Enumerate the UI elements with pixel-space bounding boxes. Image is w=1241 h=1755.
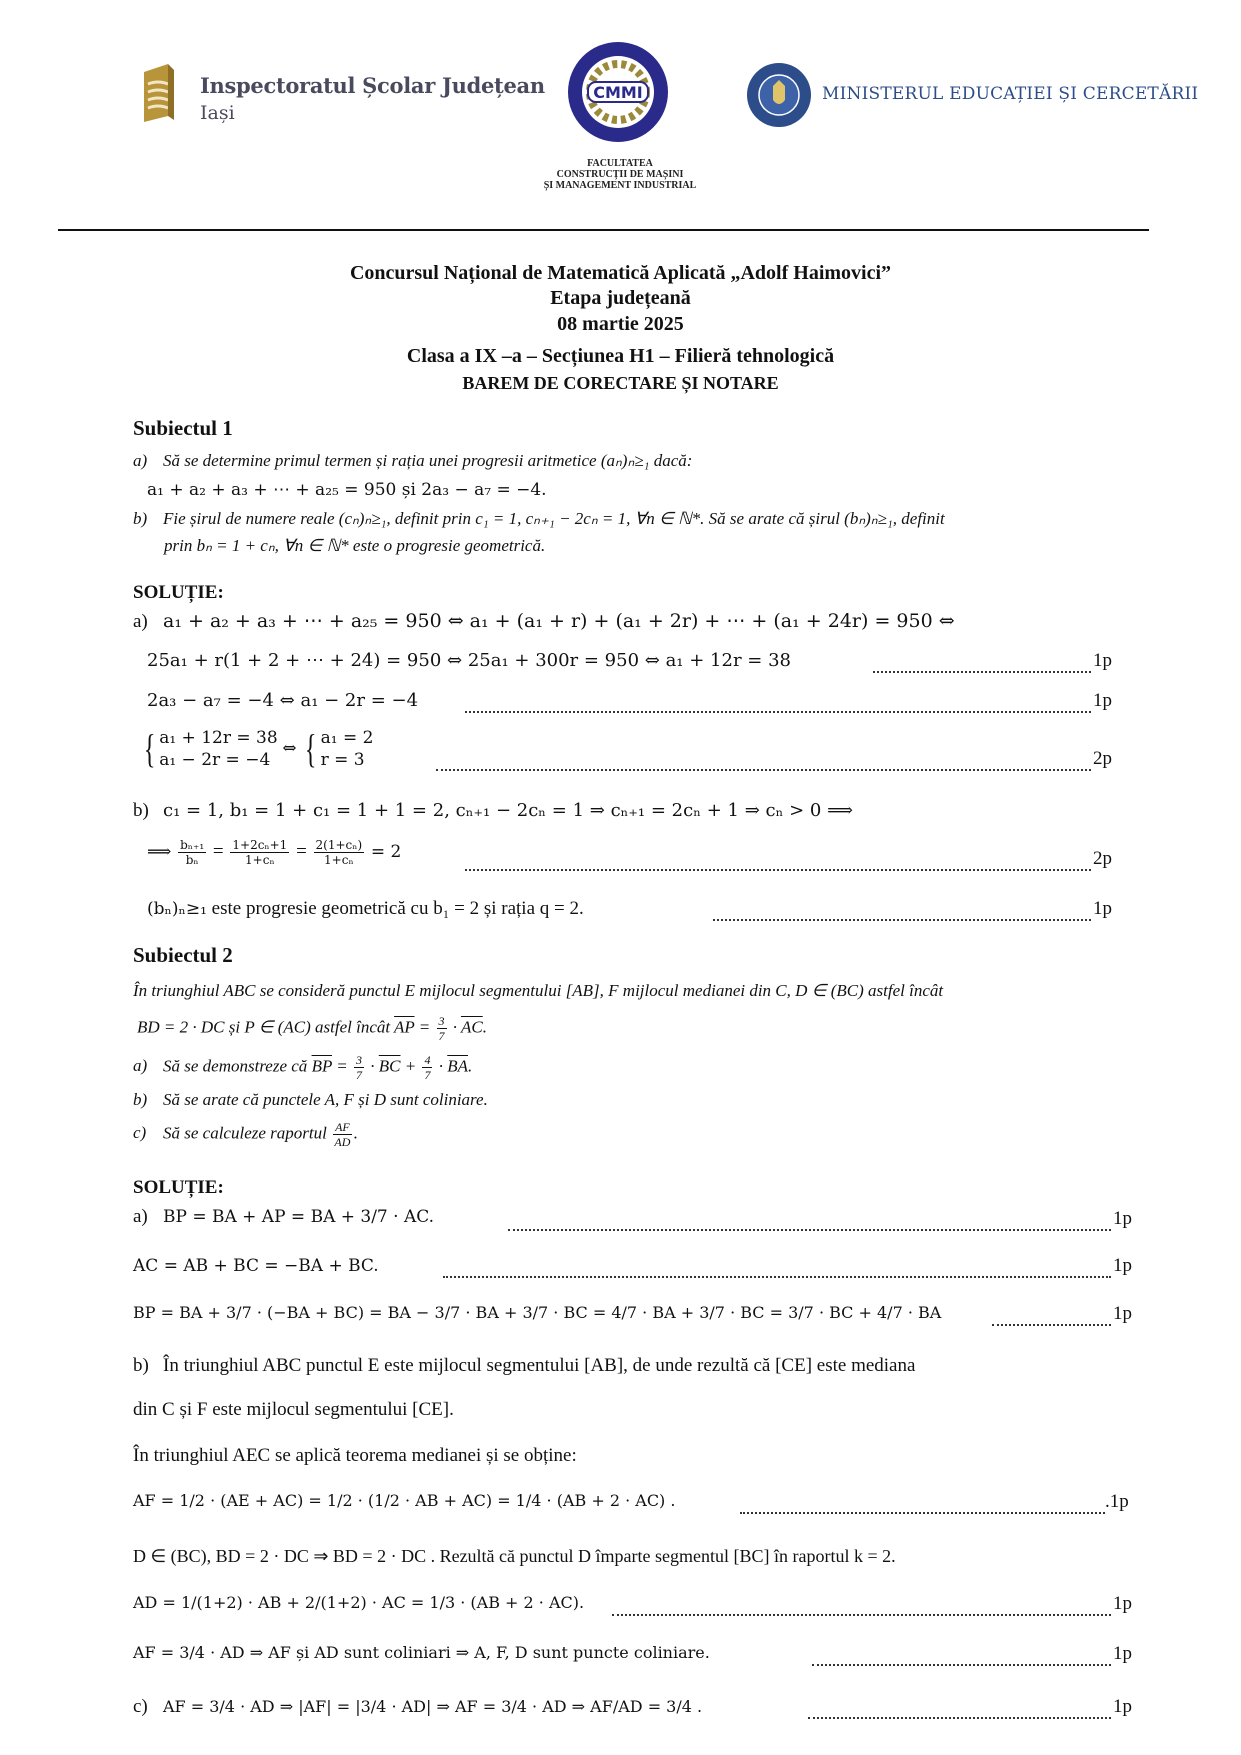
s1-b-statement: Fie șirul de numere reale (cₙ)ₙ≥₁, definit prin c₁ = 1, cₙ₊₁ − 2cₙ = 1, ∀n ∈ ℕ*. Să se arate că șirul (bₙ)ₙ≥₁, definit <box>163 509 945 528</box>
dot-leader <box>812 1645 1111 1666</box>
item-label: b) <box>133 800 149 821</box>
denominator: bₙ <box>185 853 199 867</box>
equation: a₁ = 2 <box>320 728 374 748</box>
subject-1-heading: Subiectul 1 <box>133 416 233 440</box>
contest-title: Concursul Național de Matematică Aplicată „Adolf Haimovici” <box>349 262 892 284</box>
dot-leader <box>465 692 1091 713</box>
points: 1p <box>1093 898 1112 919</box>
s2-statement-cont: BD = 2 · DC și P ∈ (AC) astfel încât $\overline{AP}$ = $\frac{3}{7}$ · $\overline{AC}$. <box>137 1014 487 1043</box>
fraction <box>230 838 289 867</box>
dot-leader <box>465 850 1091 871</box>
item-label: c) <box>133 1123 147 1143</box>
isj-title: Inspectoratul Școlar Județean <box>200 73 545 98</box>
conclusion-text: este progresie geometrică cu b₁ = 2 și rația q = 2. <box>206 898 584 919</box>
denominator: 1+cₙ <box>324 853 354 867</box>
numerator: 2(1+cₙ) <box>315 838 363 852</box>
points: 1p <box>1093 690 1112 711</box>
math-expression: a₁ + a₂ + a₃ + ⋯ + a₂₅ = 950 ⇔ a₁ + (a₁ + r) + (a₁ + 2r) + ⋯ + (a₁ + 24r) = 950 ⇔ <box>163 610 955 632</box>
dot-leader <box>873 652 1091 673</box>
dot-leader <box>612 1595 1111 1616</box>
points: 1p <box>1113 1255 1132 1276</box>
solution-text: În triunghiul ABC punctul E este mijlocul segmentului [AB], de unde rezultă că [CE] este mediana <box>163 1355 916 1376</box>
vector: $\overline{AC}$ <box>460 1017 483 1037</box>
document-type: BAREM DE CORECTARE ȘI NOTARE <box>462 373 779 393</box>
header-separator <box>58 229 1149 231</box>
points: .1p <box>1105 1491 1129 1512</box>
s2-solution-line: BP = BA + 3/7 · (−BA + BC) = BA − 3/7 · BA + 3/7 · BC = 4/7 · BA + 3/7 · BC = 3/7 · BC + 4/7 · BA <box>133 1303 942 1322</box>
s2-statement: În triunghiul ABC se consideră punctul E mijlocul segmentului [AB], F mijlocul medianei din C, D ∈ (BC) astfel încât <box>133 981 944 1000</box>
system-left <box>159 727 277 771</box>
math-expression: BP = BA + AP = BA + 3/7 · AC. <box>163 1207 435 1227</box>
s2-solution-line: În triunghiul AEC se aplică teorema medianei și se obține: <box>133 1445 577 1466</box>
s2-solution-line: din C și F este mijlocul segmentului [CE]. <box>133 1399 454 1420</box>
left-brace: { <box>305 726 317 771</box>
svg-text:CMMI: CMMI <box>593 83 643 102</box>
faculty-name <box>500 158 740 191</box>
romanian-government-logo-icon <box>746 62 812 128</box>
s1-solution-heading: SOLUȚIE: <box>133 582 224 603</box>
isj-logo-icon <box>138 62 180 124</box>
item-label: a) <box>133 611 148 632</box>
faculty-line: FACULTATEA <box>587 158 653 169</box>
math-expression: c₁ = 1, b₁ = 1 + c₁ = 1 + 1 = 2, cₙ₊₁ − 2cₙ = 1 ⇒ cₙ₊₁ = 2cₙ + 1 ⇒ cₙ > 0 ⟹ <box>163 800 853 821</box>
item-label: a) <box>133 1206 148 1227</box>
s2-solution-heading: SOLUȚIE: <box>133 1177 224 1198</box>
s1-solution-line <box>147 690 418 712</box>
item-label: b) <box>133 509 148 528</box>
s2-item-c: c) Să se calculeze raportul $\frac{AF}{AD}$ . <box>133 1120 359 1149</box>
s2-solution-line: AC = AB + BC = −BA + BC. <box>133 1256 379 1276</box>
s1-solution-line <box>133 800 853 822</box>
system-right <box>321 727 374 771</box>
math-expression: AF = 3/4 · AD ⇒ |AF| = |3/4 · AD| ⇒ AF = 3/4 · AD ⇒ AF/AD = 3/4 . <box>163 1697 703 1716</box>
subject-2-heading: Subiectul 2 <box>133 943 233 967</box>
s1-ratio-line: ⟹ $\frac{\text{bₙ₊₁}}{\text{bₙ}}$ = $\frac{\text{1+2cₙ+1}}{\text{1+cₙ}}$ = $\frac{\text{2(1+cₙ)}}{\text{1+cₙ}}$ = 2 <box>147 838 402 867</box>
vector: $\overline{AP}$ <box>394 1017 415 1037</box>
s2-item-b <box>133 1090 488 1110</box>
points: 1p <box>1113 1696 1132 1717</box>
date: 08 martie 2025 <box>557 313 684 335</box>
stage-title: Etapa județeană <box>550 287 691 309</box>
implies-symbol: ⟹ <box>147 841 172 862</box>
math-expression: (bₙ)ₙ≥₁ <box>147 899 207 919</box>
points: 1p <box>1113 1643 1132 1664</box>
equation: a₁ − 2r = −4 <box>159 750 271 770</box>
dot-leader <box>740 1493 1105 1514</box>
statement-text: Să se arate că punctele A, F și D sunt coliniare. <box>163 1090 488 1109</box>
item-label: a) <box>133 1056 148 1076</box>
denominator: 1+cₙ <box>245 853 275 867</box>
dot-leader <box>992 1305 1111 1326</box>
item-label: b) <box>133 1355 149 1376</box>
fraction <box>178 838 206 867</box>
math-expression: 25a₁ + r(1 + 2 + ⋯ + 24) = 950 ⇔ 25a₁ + 300r = 950 ⇔ a₁ + 12r = 38 <box>147 650 791 671</box>
points: 1p <box>1113 1303 1132 1324</box>
fraction: $\frac{3}{7}$ <box>438 1014 445 1043</box>
s2-solution-line <box>133 1696 702 1718</box>
item-label: c) <box>133 1696 148 1717</box>
item-label: a) <box>133 451 148 470</box>
dot-leader <box>808 1698 1111 1719</box>
s2-solution-line: AF = 1/2 · (AE + AC) = 1/2 · (1/2 · AB + AC) = 1/4 · (AB + 2 · AC) . <box>133 1491 676 1510</box>
item-label: b) <box>133 1090 148 1109</box>
ministry-title: MINISTERUL EDUCAȚIEI ȘI CERCETĂRII <box>822 84 1199 104</box>
numerator: bₙ₊₁ <box>180 838 205 852</box>
s1-system-line <box>140 727 373 771</box>
math-expression: 2a₃ − a₇ = −4 ⇔ a₁ − 2r = −4 <box>147 690 419 711</box>
s1-solution-line <box>133 610 955 633</box>
cmmi-logo-icon <box>566 40 670 144</box>
s2-solution-line: D ∈ (BC), BD = 2 · DC ⇒ BD = 2 · DC . Rezultă că punctul D împarte segmentul [BC] în raportul k = 2. <box>133 1546 896 1566</box>
points: 1p <box>1113 1208 1132 1229</box>
s1-solution-line <box>147 650 791 672</box>
s1-a-statement: Să se determine primul termen și rația unei progresii aritmetice (aₙ)ₙ≥₁ dacă: <box>163 451 693 470</box>
s1-b-statement-cont: prin bₙ = 1 + cₙ, ∀n ∈ ℕ* este o progresie geometrică. <box>164 536 546 555</box>
fraction <box>314 838 365 867</box>
s1-item-b <box>133 509 945 529</box>
s1-a-equation: a₁ + a₂ + a₃ + ⋯ + a₂₅ = 950 și 2a₃ − a₇ = −4. <box>147 480 547 500</box>
equation: r = 3 <box>320 750 365 770</box>
dot-leader <box>508 1210 1111 1231</box>
dot-leader <box>443 1257 1111 1278</box>
points: 1p <box>1113 1593 1132 1614</box>
dot-leader <box>713 900 1091 921</box>
equivalence-symbol: ⇔ <box>282 738 297 759</box>
faculty-line: CONSTRUCȚII DE MAȘINI <box>556 169 684 180</box>
math-expression: = 2 <box>370 841 402 862</box>
s1-item-a <box>133 451 692 471</box>
s2-item-a: a) Să se demonstreze că $\overline{BP}$ = $\frac{3}{7}$ · $\overline{BC}$ + $\frac{4}{7}$ · $\overline{BA}$. <box>133 1053 473 1082</box>
left-brace: { <box>143 726 156 771</box>
statement-text: Să se demonstreze că <box>163 1056 312 1076</box>
s2-solution-line <box>133 1355 915 1377</box>
points: 2p <box>1093 748 1112 769</box>
equation: a₁ + 12r = 38 <box>159 728 278 748</box>
statement-text: Să se calculeze raportul <box>163 1123 332 1143</box>
dot-leader <box>436 750 1091 771</box>
points: 1p <box>1093 650 1112 671</box>
faculty-line: ȘI MANAGEMENT INDUSTRIAL <box>543 180 697 191</box>
s1-solution-line <box>147 898 584 920</box>
class-section: Clasa a IX –a – Secțiunea H1 – Filieră tehnologică <box>406 345 835 367</box>
numerator: 1+2cₙ+1 <box>232 838 288 852</box>
statement-text: BD = 2 · DC și P ∈ (AC) astfel încât <box>137 1017 395 1037</box>
s2-solution-line: AF = 3/4 · AD ⇒ AF și AD sunt coliniari ⇒ A, F, D sunt puncte coliniare. <box>133 1643 710 1662</box>
s2-solution-line: AD = 1/(1+2) · AB + 2/(1+2) · AC = 1/3 · (AB + 2 · AC). <box>133 1593 585 1612</box>
points: 2p <box>1093 848 1112 869</box>
isj-subtitle: Iași <box>200 102 235 124</box>
s2-solution-line <box>133 1206 434 1228</box>
